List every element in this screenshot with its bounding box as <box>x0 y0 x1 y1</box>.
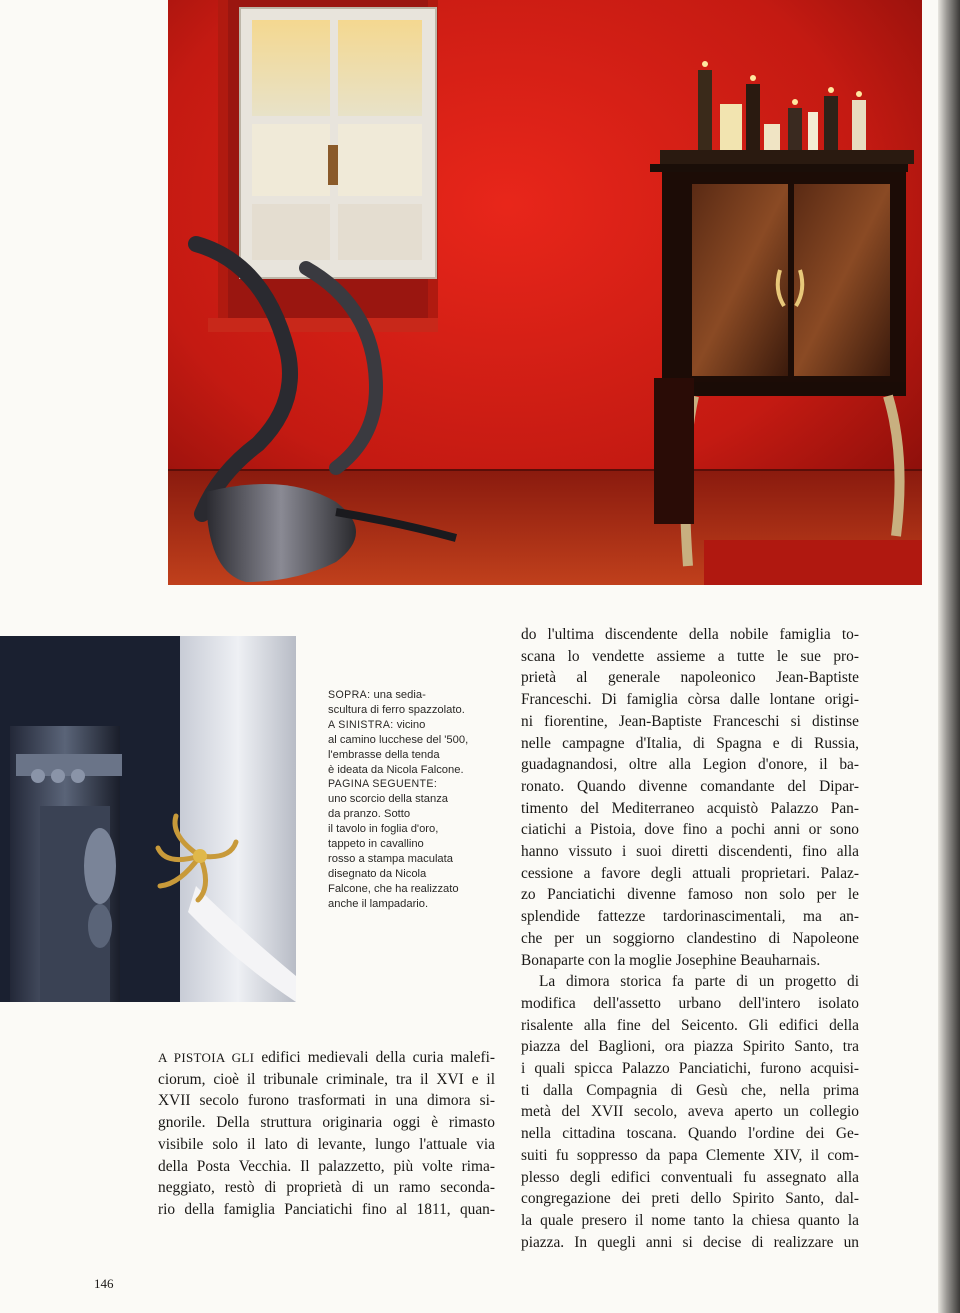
caption-line: scultura di ferro spazzolato. <box>328 703 465 716</box>
text-line: ciorum, cioè il tribunale criminale, tra il XVI e il <box>158 1070 495 1088</box>
text-line: risalente alla fine del Seicento. Gli edifici della <box>521 1016 859 1034</box>
top-photo <box>168 0 922 585</box>
text-line: Bonaparte con la moglie Josephine Beauharnais. <box>521 951 821 969</box>
text-line: splendide fattezze tardorinascimentali, ma an- <box>521 908 859 926</box>
text-line: do l'ultima discendente della nobile famiglia to- <box>521 626 859 643</box>
text-line: ti dalla Compagnia di Gesù che, nella prima <box>521 1081 859 1099</box>
text-line: neggiato, restò di proprietà di un ramo seconda- <box>158 1179 495 1197</box>
text-line: della Posta Vecchia. Il palazzetto, più volte rima- <box>158 1157 495 1175</box>
caption-line: rosso a stampa maculata <box>328 852 453 865</box>
caption-line: l'embrasse della tenda <box>328 748 440 761</box>
text-line: piazza. In quegli anni si decise di realizzare un <box>521 1233 859 1251</box>
caption-line: PAGINA SEGUENTE: <box>328 778 438 791</box>
text-line: plesso degli edifici conventuali fu assegnato alla <box>521 1168 859 1186</box>
text-line: suiti fu soppresso da papa Clemente XIV, il com- <box>521 1146 859 1164</box>
text-line: prietà al generale napoleonico Jean-Baptiste <box>521 669 859 687</box>
text-line: Franceschi. Di famiglia còrsa dalle lontane origi- <box>521 691 859 709</box>
page-edge <box>938 0 960 1313</box>
text-line: hanno vissuto i suoi diretti discendenti, fino alla <box>521 843 859 861</box>
caption-line: al camino lucchese del '500, <box>328 733 469 746</box>
caption-line: uno scorcio della stanza <box>328 793 449 806</box>
page-number: 146 <box>94 1276 114 1291</box>
text-line: ciatichi a Pistoia, dove fino a pochi anni or sono <box>521 821 859 839</box>
text-line: ni fiorentine, Jean-Baptiste Franceschi si distinse <box>521 712 859 730</box>
caption-line: è ideata da Nicola Falcone. <box>328 763 464 776</box>
text-line: che per un soggiorno clandestino di Napoleone <box>521 929 859 947</box>
left-photo <box>0 636 296 1002</box>
caption-line: disegnato da Nicola <box>328 867 427 880</box>
text-line: timento del Mediterraneo acquistò Palazzo Pan- <box>521 799 859 817</box>
text-line: La dimora storica fa parte di un progetto di <box>539 973 859 991</box>
text-line: rio della famiglia Panciatichi fino al 1811, quan- <box>158 1200 495 1218</box>
text-line: gnorile. Della struttura originaria oggi è rimasto <box>158 1114 495 1132</box>
photo-caption <box>328 688 498 912</box>
text-line: congregazione dei preti dello Spirito Santo, dal- <box>521 1190 859 1208</box>
text-line: scana lo vendette assieme a tutte le sue pro- <box>521 647 859 665</box>
body-column-left <box>158 1047 495 1221</box>
text-line: i quali spicca Palazzo Panciatichi, furono acquisi- <box>521 1060 859 1078</box>
text-line: visibile solo il lato di levante, lungo l'attuale via <box>158 1135 495 1153</box>
caption-line: Falcone, che ha realizzato <box>328 882 459 895</box>
text-line: modifica dell'assetto urbano dell'intero isolato <box>521 994 859 1012</box>
caption-line: A SINISTRA: vicino <box>328 718 426 731</box>
caption-line: anche il lampadario. <box>328 897 429 910</box>
text-line: la quale presero il nome tanto la chiesa quanto la <box>521 1211 859 1229</box>
text-line: A PISTOIA GLI edifici medievali della curia malefi- <box>158 1049 495 1066</box>
text-line: metà del XVII secolo, aveva aperto un collegio <box>521 1103 859 1121</box>
lead-in: A PISTOIA GLI <box>158 1050 255 1065</box>
text-line: nelle campagne d'Italia, di Spagna e di Russia, <box>521 734 859 752</box>
text-line: XVII secolo furono trasformati in una dimora si- <box>158 1092 495 1110</box>
caption-line: il tavolo in foglia d'oro, <box>328 823 439 836</box>
body-column-right <box>521 624 859 1253</box>
text-line: cessione a favore degli attuali proprietari. Palaz- <box>521 864 859 882</box>
text-line: piazza del Baglioni, ora piazza Spirito Santo, tra <box>521 1038 859 1056</box>
text-line: zo Panciatichi divenne famoso non solo per le <box>521 886 859 904</box>
text-line: nella cittadina toscana. Quando l'ordine dei Ge- <box>521 1125 859 1143</box>
text-line: ronato. Quando divenne comandante del Dipar- <box>521 777 859 795</box>
caption-line: SOPRA: una sedia- <box>328 689 426 701</box>
text-line: guadagnandosi, oltre alla Legion d'onore, il ba- <box>521 756 859 774</box>
caption-line: da pranzo. Sotto <box>328 808 411 821</box>
caption-line: tappeto in cavallino <box>328 838 424 851</box>
